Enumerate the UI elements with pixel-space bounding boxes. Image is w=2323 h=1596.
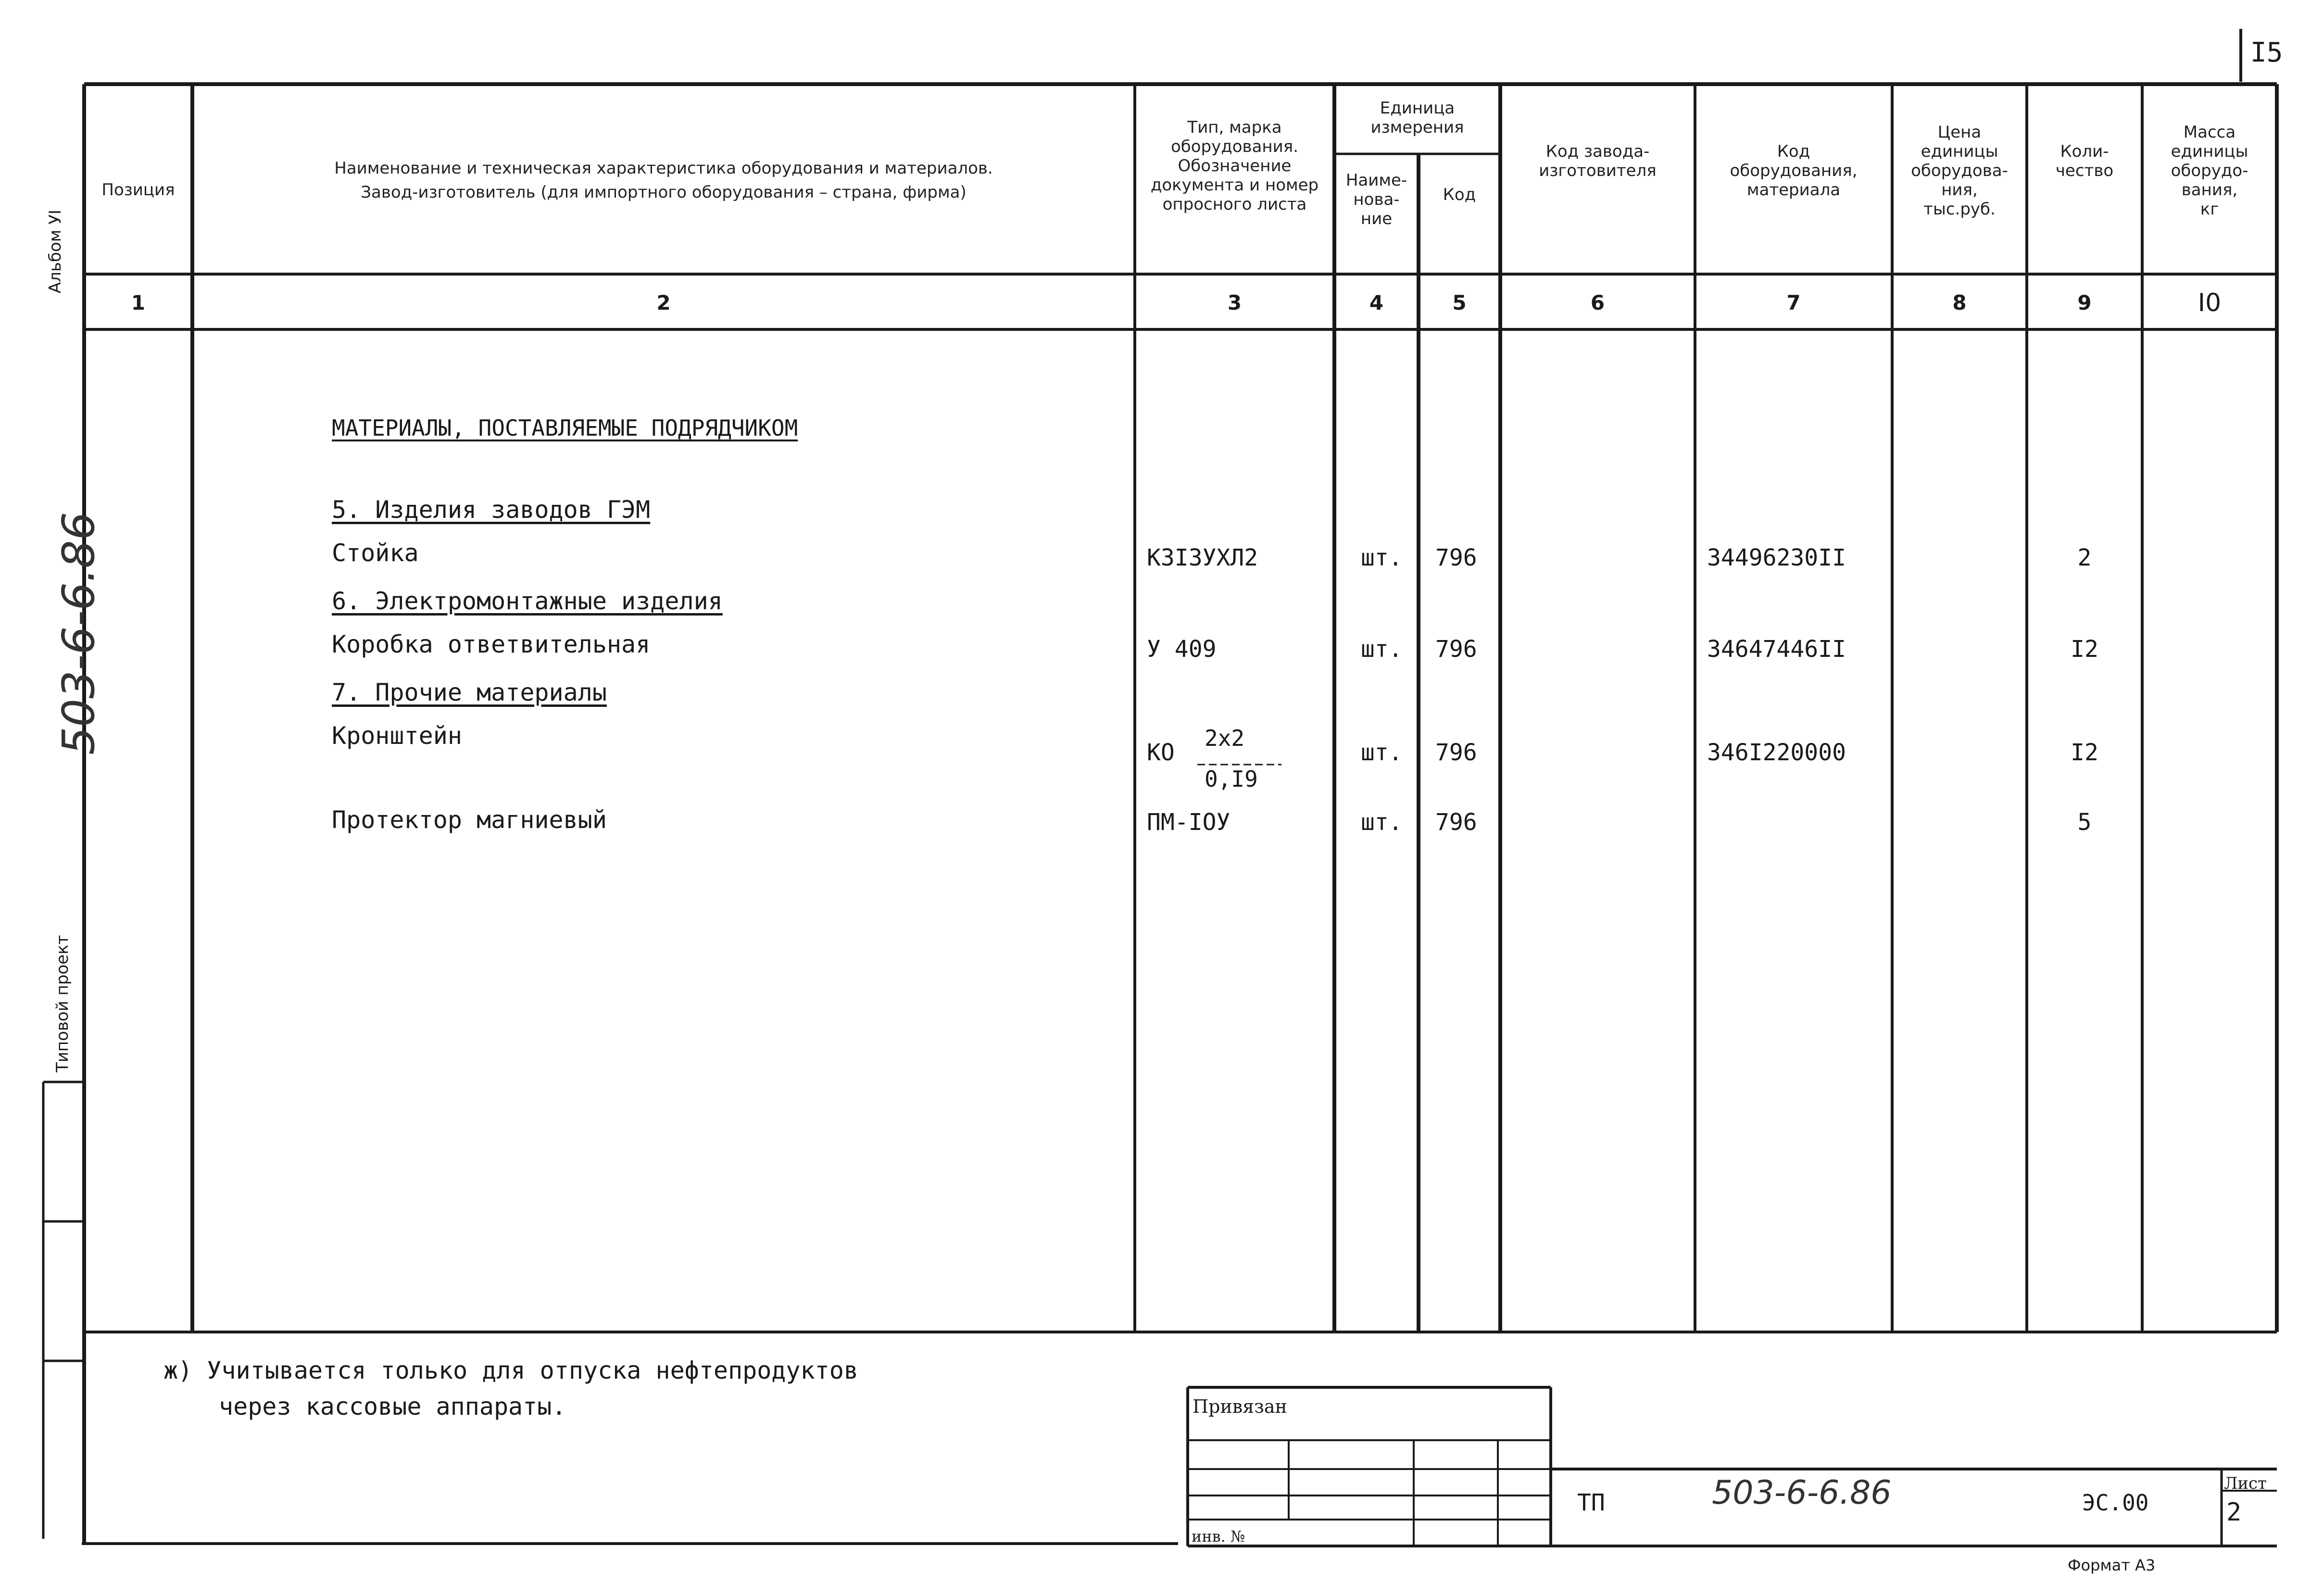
stamp-tp: ТП: [1577, 1489, 1605, 1516]
side-project-code: 503-6-6.86: [53, 512, 104, 755]
stamp-sheet-number: 2: [2226, 1498, 2242, 1527]
group-title: 5. Изделия заводов ГЭМ: [332, 496, 651, 524]
col-number-6: 6: [1590, 291, 1605, 314]
row-unit-code: 796: [1435, 809, 1477, 836]
stamp-doc-code: 503-6-6.86: [1712, 1474, 1892, 1512]
row-material-code: 34647446II: [1707, 636, 1846, 663]
row-unit: шт.: [1361, 809, 1403, 836]
row-unit-code: 796: [1435, 636, 1477, 663]
col-number-2: 2: [656, 291, 671, 314]
row-type: КЗI3УХЛ2: [1147, 544, 1258, 571]
col-number-5: 5: [1452, 291, 1467, 314]
row-material-code: 346I220000: [1707, 739, 1846, 766]
stamp-inv-no: инв. №: [1192, 1527, 1245, 1546]
header-unit-name: Наиме- нова- ние: [1345, 171, 1407, 228]
row-type-denominator: 0,I9: [1205, 766, 1258, 792]
section-title: МАТЕРИАЛЫ, ПОСТАВЛЯЕМЫЕ ПОДРЯДЧИКОМ: [332, 415, 798, 441]
row-material-code: 34496230II: [1707, 544, 1846, 571]
row-qty: I2: [2071, 739, 2098, 766]
stamp-privyazan: Привязан: [1193, 1396, 1287, 1417]
row-name: Коробка ответвительная: [332, 630, 651, 658]
row-unit-code: 796: [1435, 739, 1477, 766]
header-factory-code: Код завода- изготовителя: [1539, 142, 1657, 180]
row-name: Стойка: [332, 539, 419, 567]
header-position: Позиция: [101, 180, 175, 200]
col-number-10: I0: [2197, 289, 2222, 317]
header-mass: Масса единицы оборудо- вания, кг: [2171, 123, 2248, 219]
col-number-9: 9: [2077, 291, 2092, 314]
row-type-prefix: КО: [1147, 739, 1175, 766]
row-unit-code: 796: [1435, 544, 1477, 571]
row-unit: шт.: [1361, 544, 1403, 571]
col-number-8: 8: [1952, 291, 1967, 314]
row-qty: I2: [2071, 636, 2098, 663]
row-type: ПМ-IOУ: [1147, 809, 1231, 836]
row-unit: шт.: [1361, 636, 1403, 663]
header-unit-group: Единица измерения: [1370, 99, 1464, 137]
col-number-3: 3: [1227, 291, 1242, 314]
page-number: I5: [2250, 37, 2283, 68]
stamp-sheet-label: Лист: [2224, 1474, 2267, 1493]
row-qty: 2: [2077, 544, 2092, 571]
row-type: У 409: [1147, 636, 1217, 663]
format-label: Формат А3: [2068, 1556, 2156, 1574]
header-quantity: Коли- чество: [2055, 142, 2114, 180]
row-name: Протектор магниевый: [332, 806, 607, 834]
row-type-numerator: 2х2: [1205, 725, 1245, 751]
row-qty: 5: [2077, 809, 2092, 836]
header-name-line2: Завод-изготовитель (для импортного оборудования – страна, фирма): [361, 183, 967, 202]
col-number-4: 4: [1369, 291, 1384, 314]
typical-project-label: Типовой проект: [53, 935, 72, 1072]
album-label: Альбом УI: [46, 209, 65, 293]
header-material-code: Код оборудования, материала: [1730, 142, 1858, 200]
stamp-mark: ЭС.00: [2082, 1490, 2149, 1516]
header-price: Цена единицы оборудова- ния, тыс.руб.: [1911, 123, 2008, 219]
col-number-7: 7: [1786, 291, 1801, 314]
header-name-line1: Наименование и техническая характеристика оборудования и материалов.: [334, 159, 993, 178]
footnote-line-1: ж) Учитывается только для отпуска нефтепродуктов: [163, 1357, 858, 1384]
header-unit-code: Код: [1443, 185, 1476, 204]
group-title: 7. Прочие материалы: [332, 679, 607, 706]
row-name: Кронштейн: [332, 722, 462, 750]
group-title: 6. Электромонтажные изделия: [332, 587, 723, 615]
row-unit: шт.: [1361, 739, 1403, 766]
header-type: Тип, марка оборудования. Обозначение документа и номер опросного листа: [1150, 118, 1319, 214]
col-number-1: 1: [131, 291, 146, 314]
footnote-line-2: через кассовые аппараты.: [219, 1393, 566, 1420]
